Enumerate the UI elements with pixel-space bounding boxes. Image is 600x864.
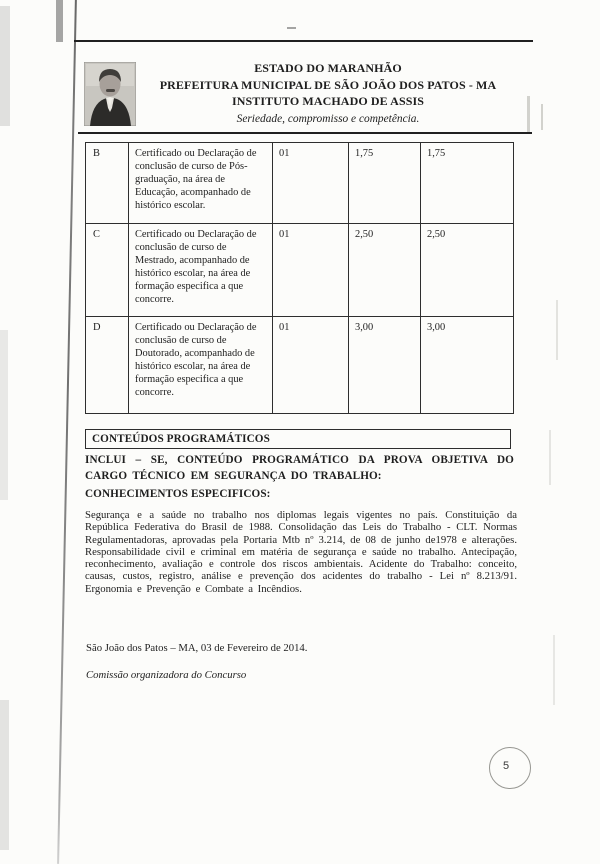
header-tagline: Seriedade, compromisso e competência.	[236, 112, 420, 125]
program-content-paragraph: Segurança e a saúde no trabalho nos diplomas legais vigentes no país. Constituição da República Federativa do Brasil de 1988. Consolidação das Leis do Trabalho - CLT. Normas Regulamentadoras, aprovadas pela Portaria Mtb nº 3.214, de 08 de junho de1978 e alterações. Responsabilidade civil e criminal em matéria de segurança e saúde no trabalho. Antecipação, reconhecimento, avaliação e controle dos riscos ambientais. Acidente do Trabalho: conceito, causas, custos, registro, análise e prevenção dos acidentes do trabalho - Lei nº 8.213/91. Ergonomia e Prevenção e Combate a Incêndios.	[85, 509, 517, 595]
specific-knowledge-heading: CONHECIMENTOS ESPECIFICOS:	[85, 488, 271, 500]
header-top-rule	[74, 40, 533, 42]
scan-artifact-dash	[287, 27, 296, 29]
header-institute-line: INSTITUTO MACHADO DE ASSIS	[231, 94, 425, 108]
scan-artifact-speck	[549, 430, 551, 485]
section-box-title: CONTEÚDOS PROGRAMÁTICOS	[85, 429, 511, 449]
scan-artifact-speck	[541, 104, 543, 130]
scan-artifact-smudge	[56, 0, 63, 42]
header-bottom-rule	[78, 132, 532, 134]
row-value-cell: 3,00	[348, 317, 420, 413]
row-quantity-cell: 01	[272, 143, 348, 223]
table-row	[86, 316, 513, 413]
row-quantity-cell: 01	[272, 317, 348, 413]
row-quantity-cell: 01	[272, 224, 348, 316]
institution-logo-portrait	[84, 62, 136, 126]
table-row	[86, 143, 513, 223]
row-description-cell: Certificado ou Declaração de conclusão de curso de Pós-graduação, na área de Educação, acompanhado de histórico escolar.	[128, 143, 272, 223]
table-row	[86, 223, 513, 316]
row-description-cell: Certificado ou Declaração de conclusão de curso de Mestrado, acompanhado de histórico escolar, na área de formação especifica a que concorre.	[128, 224, 272, 316]
titles-score-table	[85, 142, 514, 414]
document-header	[140, 60, 516, 127]
header-state-line: ESTADO DO MARANHÃO	[254, 61, 402, 75]
page-edge-line	[57, 0, 77, 864]
row-id-cell: C	[93, 229, 100, 240]
row-description-cell: Certificado ou Declaração de conclusão de curso de Doutorado, acompanhado de histórico escolar, na área de formação especifica a que concorre.	[128, 317, 272, 413]
scan-artifact-speck	[556, 300, 558, 360]
scan-artifact-speck	[553, 635, 555, 705]
committee-signature: Comissão organizadora do Concurso	[86, 669, 247, 681]
scan-artifact-smudge	[0, 6, 10, 126]
row-max-cell: 3,00	[420, 317, 512, 413]
row-max-cell: 2,50	[420, 224, 512, 316]
row-id-cell: B	[93, 148, 100, 159]
scan-artifact-smudge	[0, 700, 9, 850]
row-value-cell: 2,50	[348, 224, 420, 316]
page-number-badge	[489, 747, 531, 789]
portrait-image	[84, 62, 136, 126]
place-date-line: São João dos Patos – MA, 03 de Fevereiro de 2014.	[86, 642, 308, 654]
row-max-cell: 1,75	[420, 143, 512, 223]
scan-artifact-smudge	[0, 330, 8, 500]
scan-artifact-speck	[527, 96, 530, 134]
row-value-cell: 1,75	[348, 143, 420, 223]
header-prefecture-line: PREFEITURA MUNICIPAL DE SÃO JOÃO DOS PATOS - MA	[159, 77, 497, 92]
page-number: 5	[502, 760, 510, 772]
includes-statement: INCLUI – SE, CONTEÚDO PROGRAMÁTICO DA PROVA OBJETIVA DO CARGO TÉCNICO EM SEGURANÇA DO TRABALHO:	[85, 454, 514, 482]
row-id-cell: D	[93, 322, 101, 333]
